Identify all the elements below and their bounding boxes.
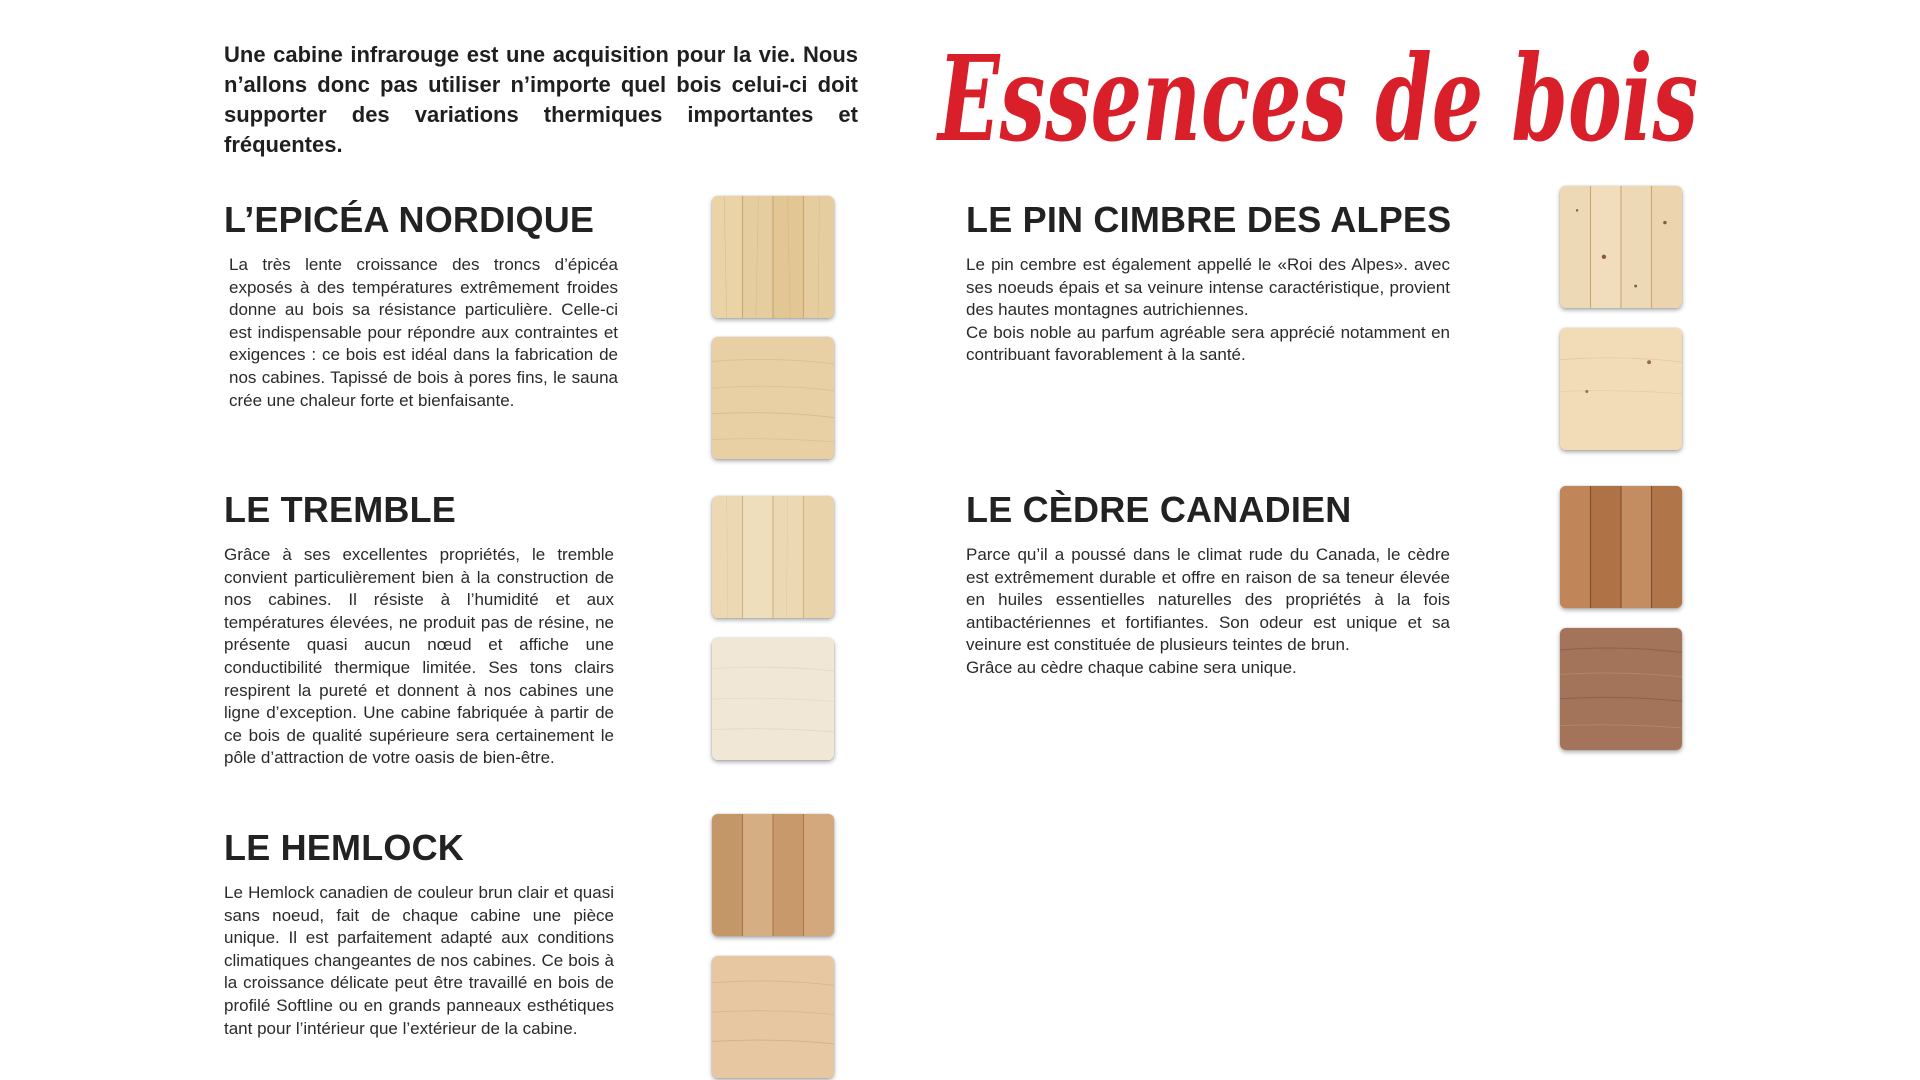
pine-planks-swatch bbox=[1560, 186, 1682, 308]
spruce-planks-texture bbox=[712, 196, 834, 318]
intro-paragraph bbox=[224, 40, 858, 160]
section-cedre bbox=[966, 488, 1451, 680]
section-tremble-text: Grâce à ses excellentes propriétés, le tremble convient particulièrement bien à la construction de nos cabines. Il résiste à l’humidité et aux températures élevées, ne produit pas de résine, ne présente quasi aucun nœud et affiche une conductibilité thermique limitée. Ses tons clairs respirent la pureté et donnent à nos cabines une ligne d’exception. Une cabine fabriquée à partir de ce bois de qualité supérieure sera certainement le pôle d’attraction de votre oasis de bien-être. bbox=[224, 545, 614, 768]
section-hemlock bbox=[224, 826, 614, 1040]
page-title bbox=[930, 12, 1710, 172]
cedar-planks-texture bbox=[1560, 486, 1682, 608]
spruce-planks-swatch bbox=[712, 196, 834, 318]
section-pin-text-2: Ce bois noble au parfum agréable sera apprécié notamment en contribuant favorablement à la santé. bbox=[966, 322, 1450, 365]
section-hemlock-text: Le Hemlock canadien de couleur brun clair et quasi sans noeud, fait de chaque cabine une pièce unique. Il est parfaitement adapté aux conditions climatiques changeantes de nos cabines. Ce bois à la croissance délicate peut être travaillé en bois de profilé Softline ou en grands panneaux esthétiques tant pour l’intérieur que l’extérieur de la cabine. bbox=[224, 883, 614, 1038]
section-epicea-heading: L’EPICÉA NORDIQUE bbox=[224, 199, 595, 240]
spruce-board-swatch bbox=[712, 337, 834, 459]
page-title-text: Essences de bois bbox=[935, 29, 1698, 168]
section-pin-text-1: Le pin cembre est également appellé le «Roi des Alpes». avec ses noeuds épais et sa veinure intense caractéristique, provient des hautes montagnes autrichiennes. bbox=[966, 255, 1450, 320]
section-epicea-text: La très lente croissance des troncs d’épicéa exposés à des températures extrêmement froides donne au bois sa résistance particulière. Celle-ci est indispensable pour répondre aux contraintes et exigences : ce bois est idéal dans la fabrication de nos cabines. Tapissé de bois à pores fins, le sauna crée une chaleur forte et bienfaisante. bbox=[229, 255, 618, 410]
section-pin-body bbox=[966, 254, 1450, 367]
hemlock-planks-swatch bbox=[712, 814, 834, 936]
section-epicea-body bbox=[224, 254, 618, 412]
section-cedre-heading: LE CÈDRE CANADIEN bbox=[966, 489, 1352, 530]
section-cedre-body bbox=[966, 544, 1450, 680]
section-tremble bbox=[224, 488, 614, 770]
cedar-planks-swatch bbox=[1560, 486, 1682, 608]
spruce-board-texture bbox=[712, 337, 834, 459]
section-epicea bbox=[224, 198, 624, 412]
hemlock-planks-texture bbox=[712, 814, 834, 936]
pine-board-swatch bbox=[1560, 328, 1682, 450]
section-pin bbox=[966, 198, 1451, 367]
section-hemlock-body bbox=[224, 882, 614, 1040]
hemlock-board-swatch bbox=[712, 956, 834, 1078]
aspen-planks-texture bbox=[712, 496, 834, 618]
aspen-planks-swatch bbox=[712, 496, 834, 618]
section-tremble-heading: LE TREMBLE bbox=[224, 489, 456, 530]
aspen-board-swatch bbox=[712, 638, 834, 760]
cedar-board-swatch bbox=[1560, 628, 1682, 750]
intro-text: Une cabine infrarouge est une acquisition pour la vie. Nous n’allons donc pas utiliser n’importe quel bois celui-ci doit supporter des variations thermiques importantes et fréquentes. bbox=[224, 42, 858, 157]
section-cedre-text-1: Parce qu’il a poussé dans le climat rude du Canada, le cèdre est extrêmement durable et offre en raison de sa teneur élevée en huiles essentielles naturelles des propriétés à la fois antibactériennes et fortifiantes. Son odeur est unique et sa veinure est constituée de plusieurs teintes de brun. bbox=[966, 545, 1450, 655]
pine-planks-texture bbox=[1560, 186, 1682, 308]
cedar-board-texture bbox=[1560, 628, 1682, 750]
aspen-board-texture bbox=[712, 638, 834, 760]
pine-board-texture bbox=[1560, 328, 1682, 450]
section-pin-heading: LE PIN CIMBRE DES ALPES bbox=[966, 199, 1452, 240]
hemlock-board-texture bbox=[712, 956, 834, 1078]
section-hemlock-heading: LE HEMLOCK bbox=[224, 827, 464, 868]
section-tremble-body bbox=[224, 544, 614, 770]
section-cedre-text-2: Grâce au cèdre chaque cabine sera unique. bbox=[966, 657, 1297, 677]
